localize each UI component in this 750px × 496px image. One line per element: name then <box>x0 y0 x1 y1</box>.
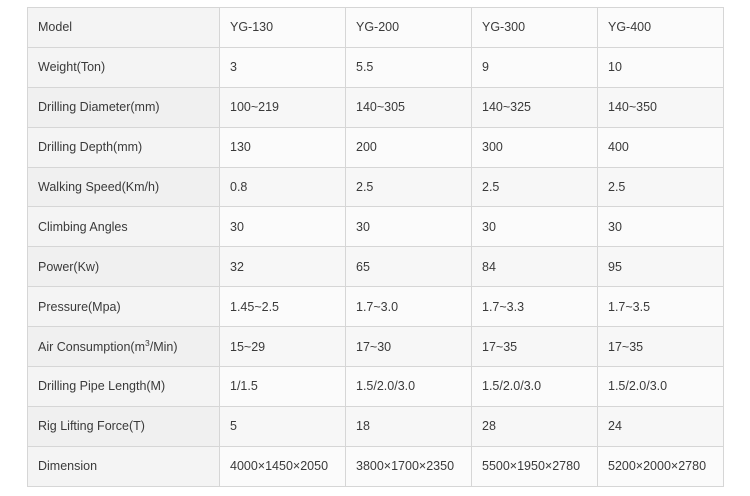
row-value: 30 <box>598 207 724 247</box>
row-value: 9 <box>472 47 598 87</box>
table-row <box>28 287 724 327</box>
row-value: 1.5/2.0/3.0 <box>472 367 598 407</box>
row-value: 30 <box>472 207 598 247</box>
row-value: 17~35 <box>598 327 724 367</box>
row-value: 30 <box>346 207 472 247</box>
row-label: Walking Speed(Km/h) <box>28 167 220 207</box>
table-row <box>28 127 724 167</box>
row-value: 18 <box>346 406 472 446</box>
row-value: 5200×2000×2780 <box>598 446 724 486</box>
row-value: 17~30 <box>346 327 472 367</box>
row-value: 2.5 <box>346 167 472 207</box>
row-value: 140~350 <box>598 87 724 127</box>
row-label: Power(Kw) <box>28 247 220 287</box>
row-value: 0.8 <box>220 167 346 207</box>
row-label: Climbing Angles <box>28 207 220 247</box>
row-value: 300 <box>472 127 598 167</box>
row-value: 1.7~3.5 <box>598 287 724 327</box>
row-value: 4000×1450×2050 <box>220 446 346 486</box>
row-value: 5.5 <box>346 47 472 87</box>
header-cell-model-2: YG-200 <box>346 8 472 48</box>
row-value: 140~305 <box>346 87 472 127</box>
row-value: 95 <box>598 247 724 287</box>
row-value: 2.5 <box>472 167 598 207</box>
row-value: 200 <box>346 127 472 167</box>
row-value: 100~219 <box>220 87 346 127</box>
row-value: 3 <box>220 47 346 87</box>
row-label: Pressure(Mpa) <box>28 287 220 327</box>
row-value: 1.7~3.0 <box>346 287 472 327</box>
row-label: Rig Lifting Force(T) <box>28 406 220 446</box>
table-row <box>28 367 724 407</box>
row-value: 24 <box>598 406 724 446</box>
row-value: 5500×1950×2780 <box>472 446 598 486</box>
row-value: 1/1.5 <box>220 367 346 407</box>
row-value: 17~35 <box>472 327 598 367</box>
row-value: 1.5/2.0/3.0 <box>346 367 472 407</box>
row-value: 28 <box>472 406 598 446</box>
superscript-exponent: 3 <box>144 337 150 348</box>
row-value: 1.7~3.3 <box>472 287 598 327</box>
row-value: 130 <box>220 127 346 167</box>
row-label: Weight(Ton) <box>28 47 220 87</box>
row-label: Drilling Diameter(mm) <box>28 87 220 127</box>
row-value: 15~29 <box>220 327 346 367</box>
table-row <box>28 446 724 486</box>
row-value: 10 <box>598 47 724 87</box>
row-value: 30 <box>220 207 346 247</box>
table-header-row <box>28 8 724 48</box>
table-row <box>28 247 724 287</box>
header-cell-model-4: YG-400 <box>598 8 724 48</box>
row-value: 32 <box>220 247 346 287</box>
row-value: 3800×1700×2350 <box>346 446 472 486</box>
row-value: 140~325 <box>472 87 598 127</box>
row-value: 65 <box>346 247 472 287</box>
row-value: 84 <box>472 247 598 287</box>
row-label-text: Air Consumption(m <box>38 339 145 354</box>
row-value: 400 <box>598 127 724 167</box>
specification-table-container <box>27 7 723 489</box>
table-row <box>28 87 724 127</box>
table-row <box>28 167 724 207</box>
row-label: Drilling Pipe Length(M) <box>28 367 220 407</box>
table-row <box>28 47 724 87</box>
row-label: Dimension <box>28 446 220 486</box>
row-label-air-consumption <box>28 327 220 367</box>
header-cell-model: Model <box>28 8 220 48</box>
row-value: 5 <box>220 406 346 446</box>
specification-table <box>27 7 724 487</box>
table-row <box>28 406 724 446</box>
header-cell-model-1: YG-130 <box>220 8 346 48</box>
row-label: Drilling Depth(mm) <box>28 127 220 167</box>
row-value: 1.45~2.5 <box>220 287 346 327</box>
row-value: 1.5/2.0/3.0 <box>598 367 724 407</box>
header-cell-model-3: YG-300 <box>472 8 598 48</box>
table-row <box>28 207 724 247</box>
row-value: 2.5 <box>598 167 724 207</box>
row-label-text-tail: /Min) <box>149 339 178 354</box>
table-row <box>28 327 724 367</box>
